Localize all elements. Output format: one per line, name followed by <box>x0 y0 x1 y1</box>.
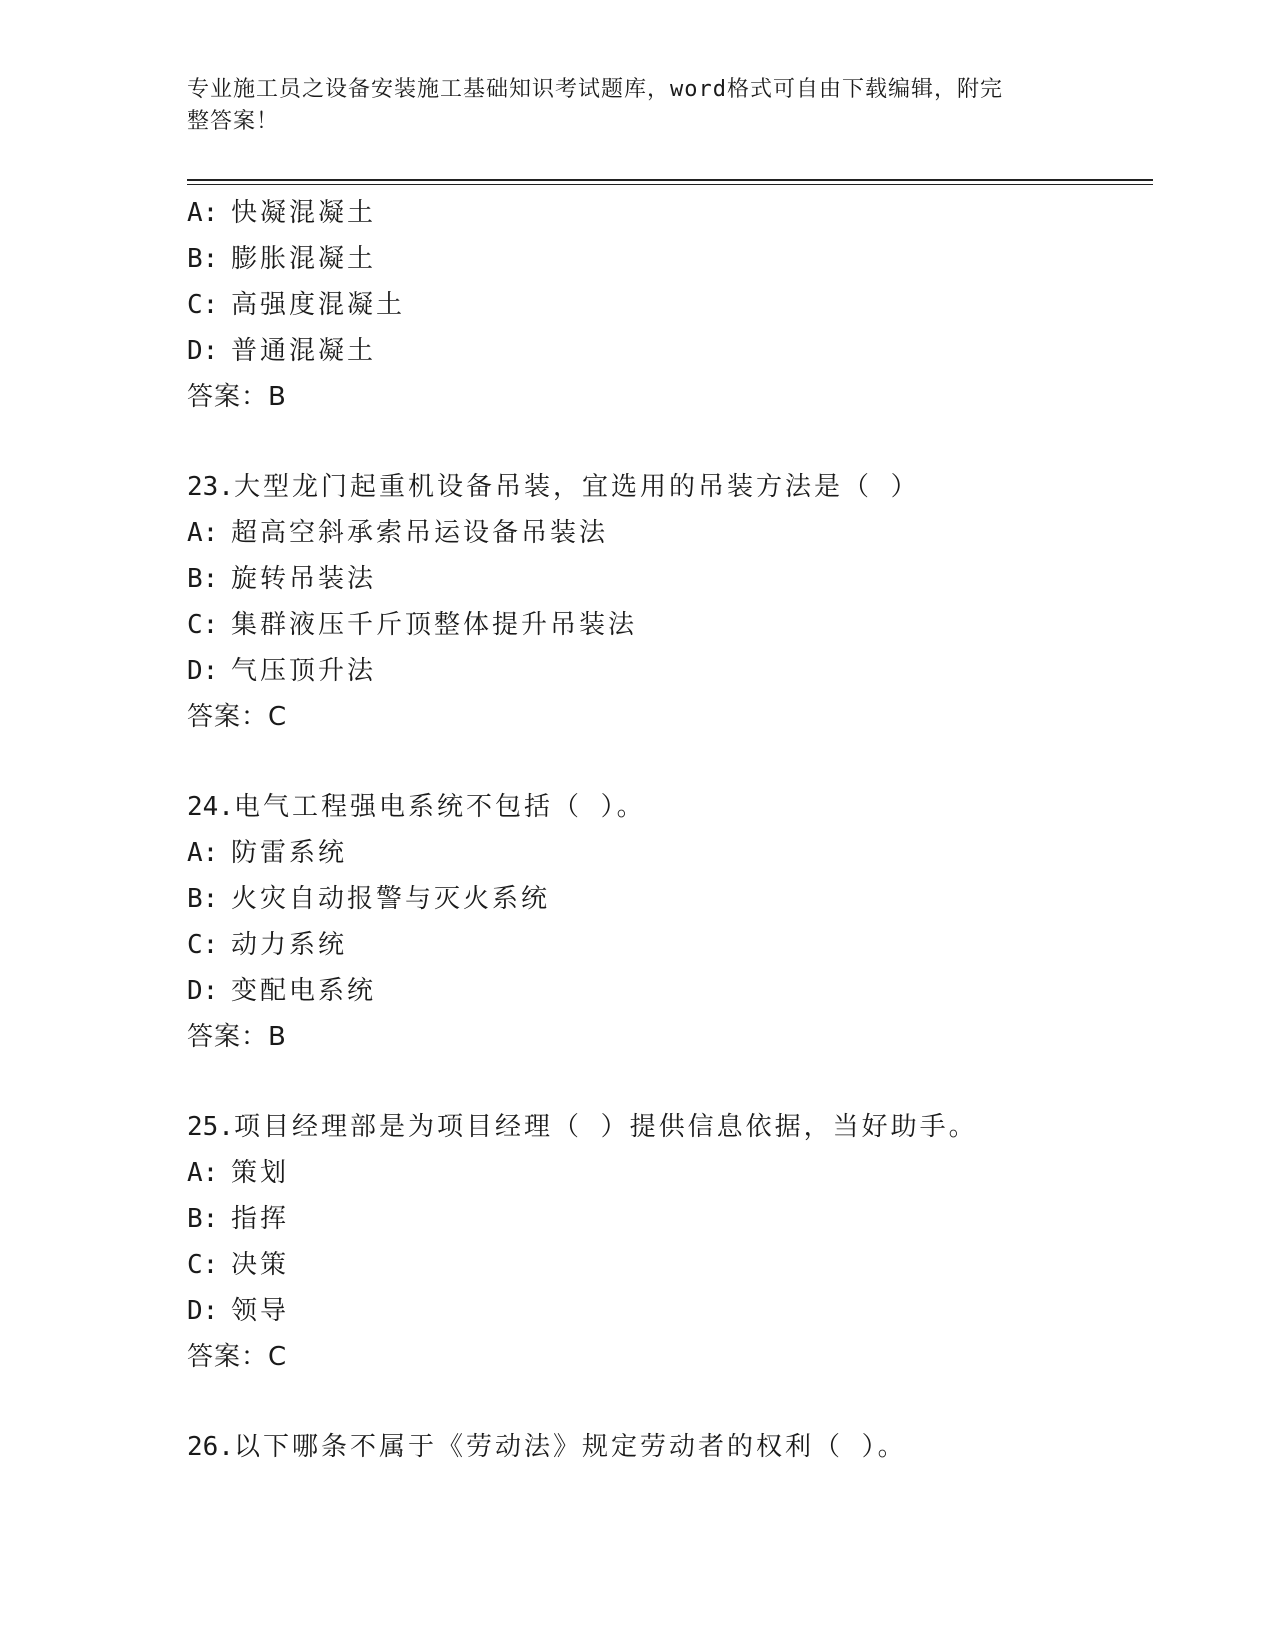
option-d <box>187 328 1147 374</box>
option-letter: B: <box>187 564 219 594</box>
spacer <box>187 420 1147 464</box>
answer-line: 答案：B <box>187 382 287 412</box>
question-number: 23. <box>187 472 234 502</box>
option-letter: D: <box>187 656 219 686</box>
question-number: 26. <box>187 1432 234 1462</box>
question-block-26 <box>187 1424 1147 1470</box>
spacer <box>187 1060 1147 1104</box>
spacer <box>187 1380 1147 1424</box>
option-text: 快凝混凝土 <box>231 198 377 228</box>
option-letter: C: <box>187 930 219 960</box>
option-c <box>187 602 1147 648</box>
option-text: 高强度混凝土 <box>231 290 406 320</box>
option-letter: A: <box>187 838 219 868</box>
option-text: 策划 <box>231 1158 290 1188</box>
header-title-line-2: 整答案！ <box>187 109 280 134</box>
option-text: 旋转吊装法 <box>231 564 377 594</box>
question-text: 电气工程强电系统不包括（ ）。 <box>233 792 646 822</box>
option-b <box>187 556 1147 602</box>
question-block-25 <box>187 1104 1147 1380</box>
question-text: 以下哪条不属于《劳动法》规定劳动者的权利（ ）。 <box>233 1432 907 1462</box>
question-number: 24. <box>187 792 234 822</box>
option-b <box>187 236 1147 282</box>
spacer <box>187 740 1147 784</box>
option-letter: D: <box>187 336 219 366</box>
option-text: 指挥 <box>231 1204 290 1234</box>
option-a <box>187 190 1147 236</box>
option-text: 超高空斜承索吊运设备吊装法 <box>231 518 609 548</box>
option-d <box>187 1288 1147 1334</box>
option-letter: D: <box>187 976 219 1006</box>
option-text: 决策 <box>231 1250 290 1280</box>
option-text: 膨胀混凝土 <box>231 244 377 274</box>
option-text: 防雷系统 <box>231 838 348 868</box>
option-letter: B: <box>187 1204 219 1234</box>
option-d <box>187 968 1147 1014</box>
option-text: 集群液压千斤顶整体提升吊装法 <box>231 610 638 640</box>
answer-line: 答案：B <box>187 1022 287 1052</box>
option-c <box>187 282 1147 328</box>
option-text: 领导 <box>231 1296 290 1326</box>
option-c <box>187 1242 1147 1288</box>
header-divider-thick <box>187 179 1153 181</box>
question-text: 项目经理部是为项目经理（ ）提供信息依据，当好助手。 <box>233 1112 978 1142</box>
question-block-24 <box>187 784 1147 1060</box>
option-letter: D: <box>187 1296 219 1326</box>
answer-line: 答案：C <box>187 1342 288 1372</box>
option-text: 火灾自动报警与灭火系统 <box>231 884 551 914</box>
question-stem <box>187 784 1147 830</box>
option-text: 变配电系统 <box>231 976 377 1006</box>
header-title-line-1: 专业施工员之设备安装施工基础知识考试题库，word格式可自由下载编辑，附完 <box>187 77 1003 102</box>
option-letter: B: <box>187 244 219 274</box>
option-letter: A: <box>187 1158 219 1188</box>
option-text: 普通混凝土 <box>231 336 377 366</box>
question-number: 25. <box>187 1112 234 1142</box>
question-block-23 <box>187 464 1147 740</box>
document-header <box>187 74 1067 138</box>
option-letter: B: <box>187 884 219 914</box>
option-d <box>187 648 1147 694</box>
option-b <box>187 876 1147 922</box>
question-stem <box>187 1104 1147 1150</box>
option-letter: A: <box>187 198 219 228</box>
option-letter: C: <box>187 1250 219 1280</box>
question-text: 大型龙门起重机设备吊装，宜选用的吊装方法是（ ） <box>233 472 920 502</box>
option-a <box>187 1150 1147 1196</box>
answer-line: 答案：C <box>187 702 288 732</box>
question-list <box>187 190 1147 1470</box>
option-letter: A: <box>187 518 219 548</box>
question-stem <box>187 1424 1147 1470</box>
header-divider-thin <box>187 184 1153 185</box>
option-letter: C: <box>187 610 219 640</box>
option-c <box>187 922 1147 968</box>
option-text: 动力系统 <box>231 930 348 960</box>
option-text: 气压顶升法 <box>231 656 377 686</box>
question-block-22 <box>187 190 1147 420</box>
question-stem <box>187 464 1147 510</box>
option-a <box>187 830 1147 876</box>
option-letter: C: <box>187 290 219 320</box>
option-b <box>187 1196 1147 1242</box>
option-a <box>187 510 1147 556</box>
